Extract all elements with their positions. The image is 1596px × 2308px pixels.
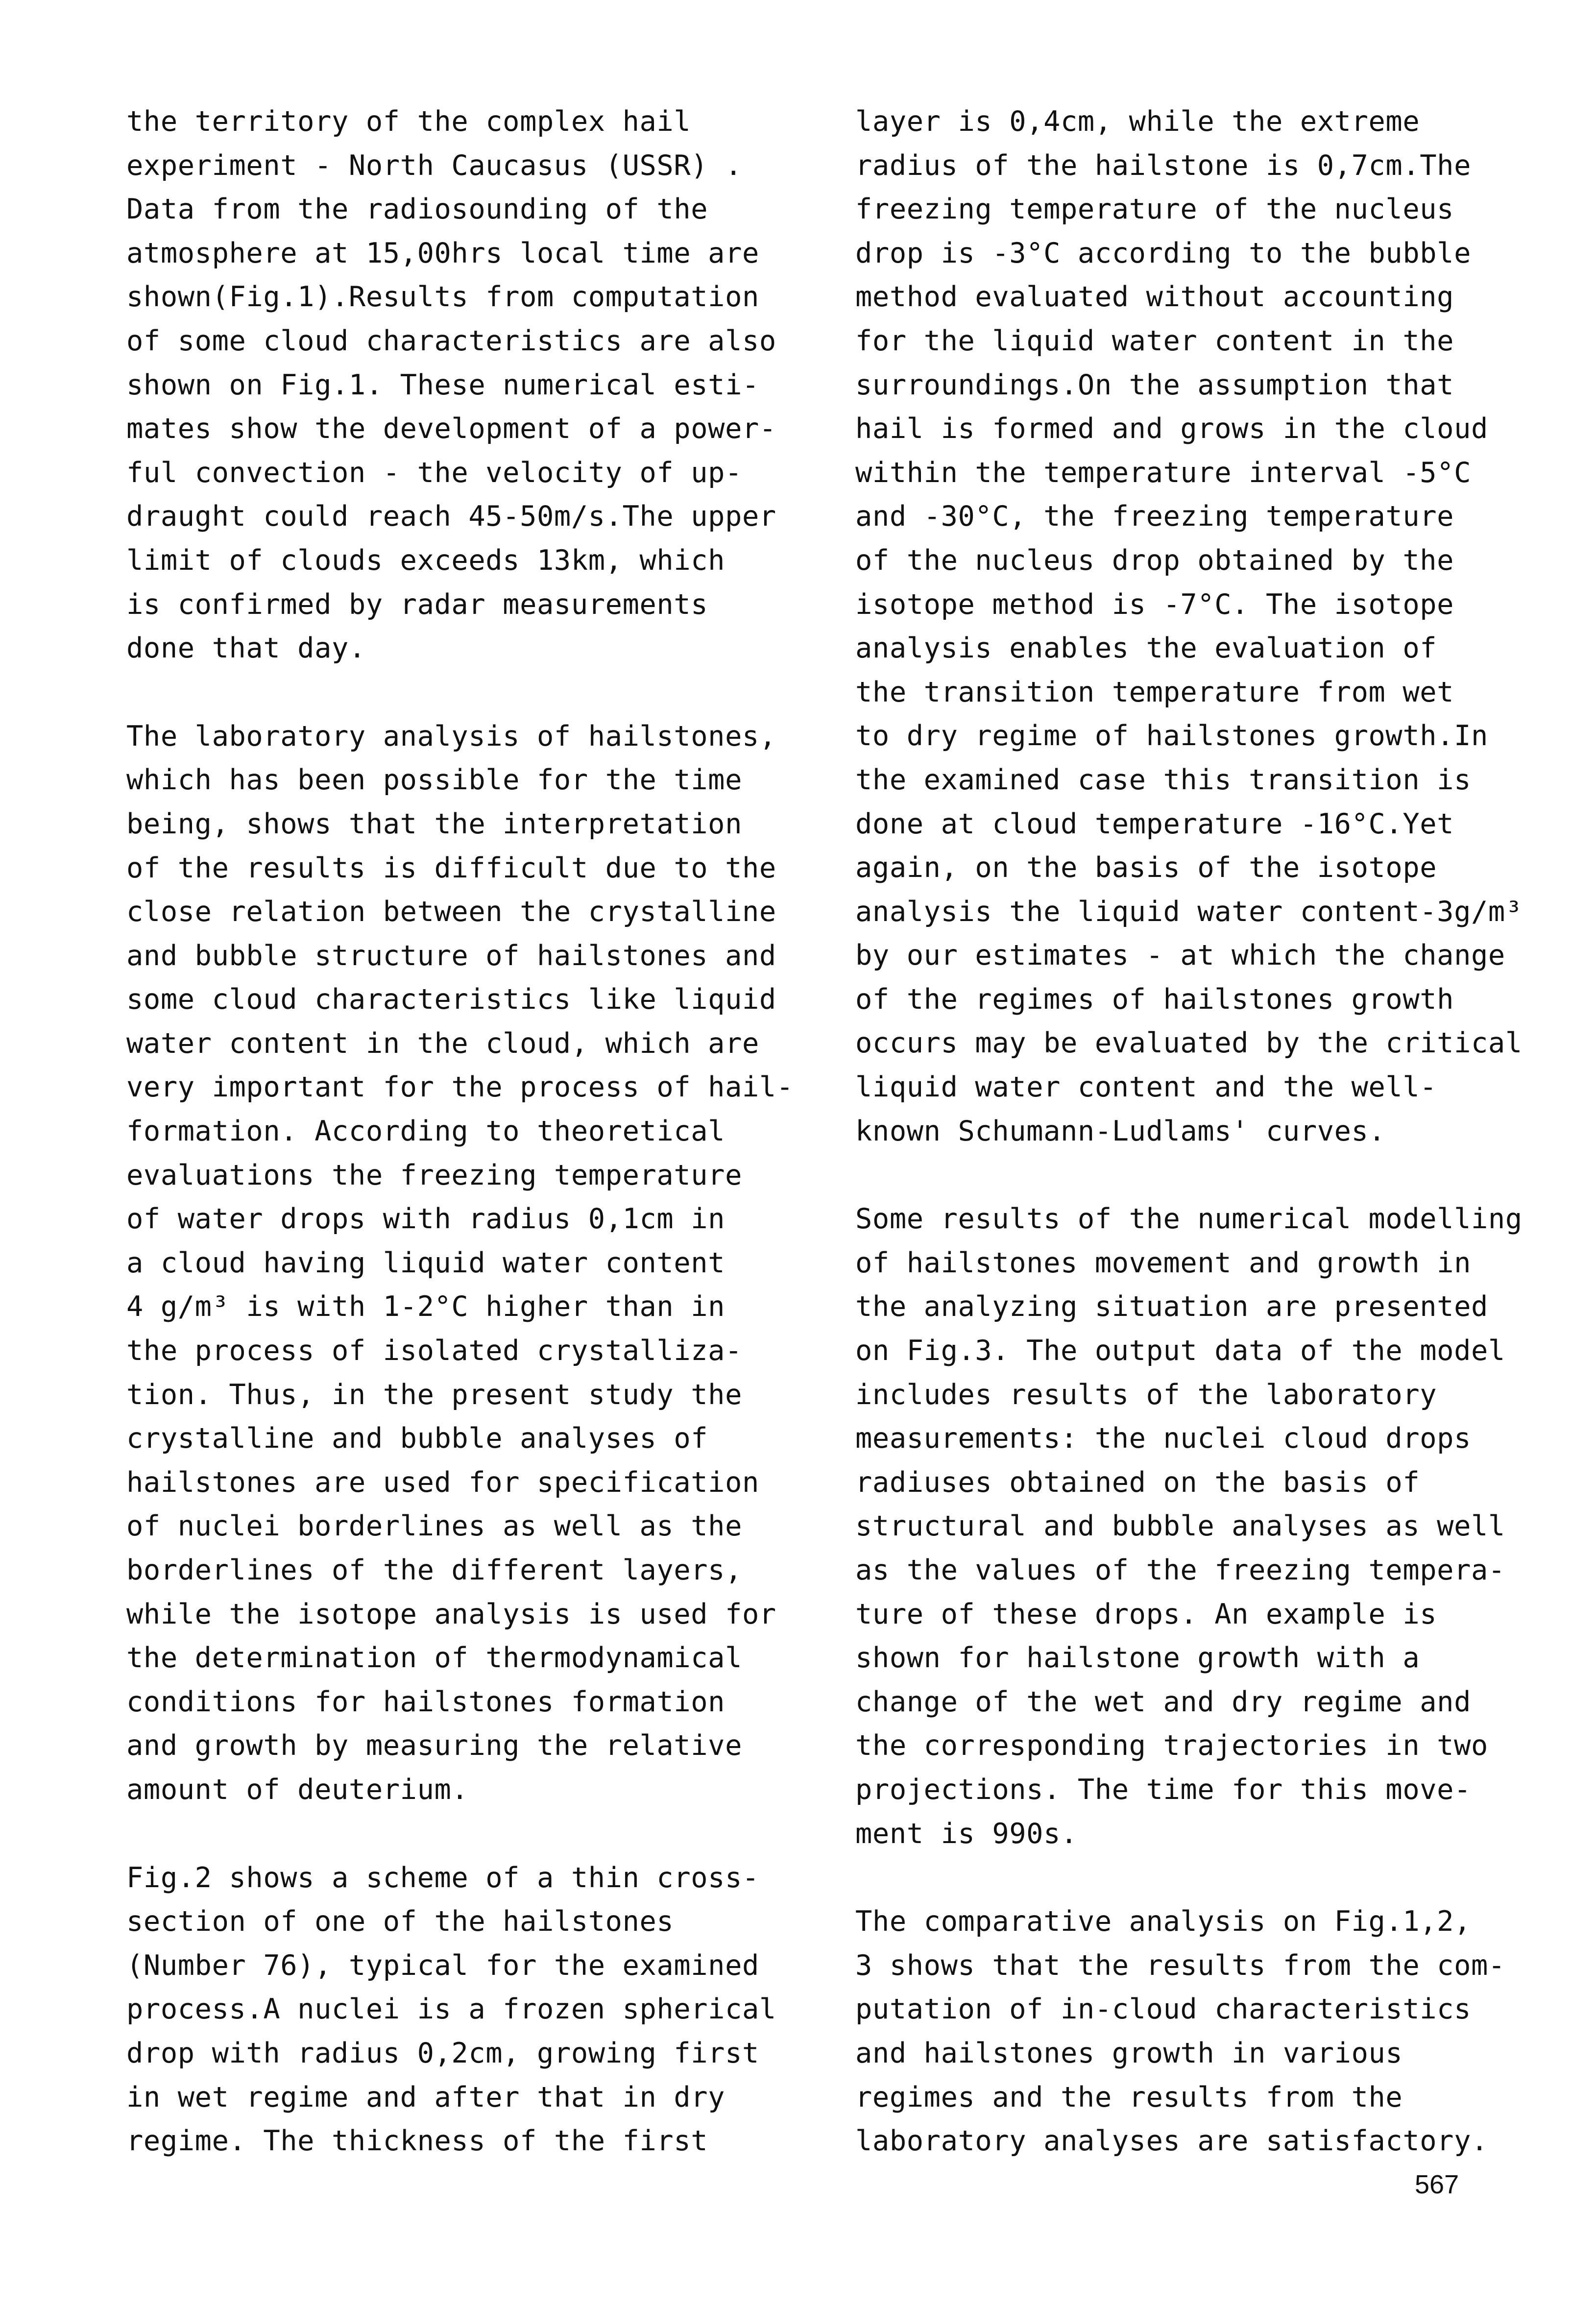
text-line: of the nucleus drop obtained by the — [855, 544, 1454, 577]
text-line: occurs may be evaluated by the critical — [855, 1027, 1523, 1060]
text-line: evaluations the freezing temperature — [126, 1159, 743, 1191]
text-line: and growth by measuring the relative — [126, 1729, 743, 1762]
text-line: and -30°C, the freezing temperature — [855, 500, 1454, 533]
text-line: ful convection - the velocity of up- — [126, 456, 743, 489]
text-line: liquid water content and the well- — [855, 1071, 1437, 1104]
text-line: of the regimes of hailstones growth — [855, 983, 1454, 1016]
text-line: radiuses obtained on the basis of — [855, 1466, 1420, 1499]
text-line: shown for hailstone growth with a — [855, 1642, 1420, 1675]
text-line: the examined case this transition is — [855, 763, 1472, 796]
text-line: formation. According to theoretical — [126, 1115, 725, 1148]
text-line: change of the wet and dry regime and — [855, 1685, 1472, 1718]
text-line: within the temperature interval -5°C — [855, 456, 1472, 489]
text-line: ture of these drops. An example is — [855, 1598, 1437, 1630]
paragraph-right-1 — [855, 100, 1551, 1153]
paragraph-left-1 — [126, 100, 822, 671]
text-line: very important for the process of hail- — [126, 1071, 794, 1104]
text-line: projections. The time for this move- — [855, 1773, 1472, 1806]
text-line: shown(Fig.1).Results from computation — [126, 281, 759, 314]
text-line: of hailstones movement and growth in — [855, 1246, 1472, 1279]
text-line: the transition temperature from wet — [855, 676, 1454, 708]
text-line: close relation between the crystalline — [126, 896, 776, 928]
text-line: of the results is difficult due to the — [126, 851, 776, 884]
text-line: The comparative analysis on Fig.1,2, — [855, 1905, 1472, 1938]
text-line: analysis the liquid water content-3g/m³ — [855, 895, 1523, 928]
text-line: Some results of the numerical modelling — [855, 1203, 1523, 1236]
text-line: by our estimates - at which the change — [855, 939, 1505, 972]
text-line: tion. Thus, in the present study the — [126, 1378, 743, 1411]
text-line: the analyzing situation are presented — [855, 1290, 1488, 1323]
text-line: includes results of the laboratory — [855, 1378, 1437, 1411]
text-line: shown on Fig.1. These numerical esti- — [126, 368, 759, 401]
text-line: which has been possible for the time — [126, 764, 743, 797]
text-line: The laboratory analysis of hailstones, — [126, 720, 776, 753]
text-line: 3 shows that the results from the com- — [855, 1949, 1505, 1982]
text-line: borderlines of the different layers, — [126, 1554, 743, 1586]
text-line: known Schumann-Ludlams' curves. — [855, 1115, 1386, 1147]
left-column — [126, 100, 822, 2208]
text-line: done that day. — [126, 632, 366, 665]
text-line: analysis enables the evaluation of — [855, 632, 1437, 665]
text-line: is confirmed by radar measurements — [126, 588, 708, 621]
text-line: Data from the radiosounding of the — [126, 193, 708, 226]
text-line: and bubble structure of hailstones and — [126, 939, 776, 972]
text-line: amount of deuterium. — [126, 1773, 469, 1806]
text-line: drop with radius 0,2cm, growing first — [126, 2037, 759, 2069]
text-line: water content in the cloud, which are — [126, 1027, 759, 1060]
text-line: on Fig.3. The output data of the model — [855, 1335, 1505, 1367]
paragraph-right-3 — [855, 1900, 1551, 2163]
text-line: of nuclei borderlines as well as the — [126, 1510, 743, 1543]
text-line: (Number 76), typical for the examined — [126, 1949, 759, 1982]
text-line: drop is -3°C according to the bubble — [855, 237, 1472, 269]
text-line: method evaluated without accounting — [855, 281, 1454, 314]
text-line: ment is 990s. — [855, 1817, 1078, 1850]
text-line: to dry regime of hailstones growth.In — [855, 720, 1488, 753]
text-line: done at cloud temperature -16°C.Yet — [855, 807, 1454, 840]
text-line: of water drops with radius 0,1cm in — [126, 1203, 725, 1236]
text-line: and hailstones growth in various — [855, 2037, 1403, 2069]
text-line: radius of the hailstone is 0,7cm.The — [855, 149, 1472, 182]
text-line: Fig.2 shows a scheme of a thin cross- — [126, 1861, 759, 1894]
text-line: mates show the development of a power- — [126, 413, 776, 445]
text-line: 4 g/m³ is with 1-2°C higher than in — [126, 1290, 725, 1323]
page-number: 567 — [1415, 2170, 1459, 2199]
text-line: surroundings.On the assumption that — [855, 368, 1454, 401]
text-line: measurements: the nuclei cloud drops — [855, 1422, 1472, 1455]
text-line: laboratory analyses are satisfactory. — [855, 2125, 1488, 2158]
text-line: atmosphere at 15,00hrs local time are — [126, 237, 759, 269]
text-line: as the values of the freezing tempera- — [855, 1554, 1505, 1586]
paragraph-right-2 — [855, 1197, 1551, 1856]
text-line: some cloud characteristics like liquid — [126, 983, 776, 1016]
text-line: conditions for hailstones formation — [126, 1685, 725, 1718]
text-line: being, shows that the interpretation — [126, 807, 743, 840]
text-line: hailstones are used for specification — [126, 1466, 759, 1499]
text-line: draught could reach 45-50m/s.The upper — [126, 500, 776, 533]
text-line: regimes and the results from the — [855, 2081, 1403, 2114]
text-line: layer is 0,4cm, while the extreme — [855, 105, 1420, 138]
text-line: isotope method is -7°C. The isotope — [855, 588, 1454, 621]
text-line: hail is formed and grows in the cloud — [855, 413, 1488, 445]
text-line: crystalline and bubble analyses of — [126, 1422, 708, 1455]
text-line: for the liquid water content in the — [855, 324, 1454, 357]
text-line: again, on the basis of the isotope — [855, 851, 1437, 884]
text-line: of some cloud characteristics are also — [126, 324, 776, 357]
text-line: the corresponding trajectories in two — [855, 1729, 1488, 1762]
paragraph-left-3 — [126, 1856, 822, 2163]
right-column — [855, 100, 1551, 2208]
text-line: the territory of the complex hail — [126, 105, 691, 138]
text-line: while the isotope analysis is used for — [126, 1598, 776, 1630]
paragraph-left-2 — [126, 715, 822, 1812]
text-line: limit of clouds exceeds 13km, which — [126, 544, 725, 577]
text-line: process.A nuclei is a frozen spherical — [126, 1993, 776, 2026]
text-line: the process of isolated crystalliza- — [126, 1335, 743, 1367]
text-line: putation of in-cloud characteristics — [855, 1993, 1472, 2026]
text-line: in wet regime and after that in dry — [126, 2081, 725, 2114]
text-line: regime. The thickness of the first — [126, 2125, 708, 2158]
text-line: the determination of thermodynamical — [126, 1642, 743, 1675]
text-line: a cloud having liquid water content — [126, 1246, 725, 1279]
text-line: freezing temperature of the nucleus — [855, 193, 1454, 226]
text-line: section of one of the hailstones — [126, 1905, 674, 1938]
text-line: structural and bubble analyses as well — [855, 1510, 1505, 1543]
text-line: experiment - North Caucasus (USSR) . — [126, 149, 743, 182]
